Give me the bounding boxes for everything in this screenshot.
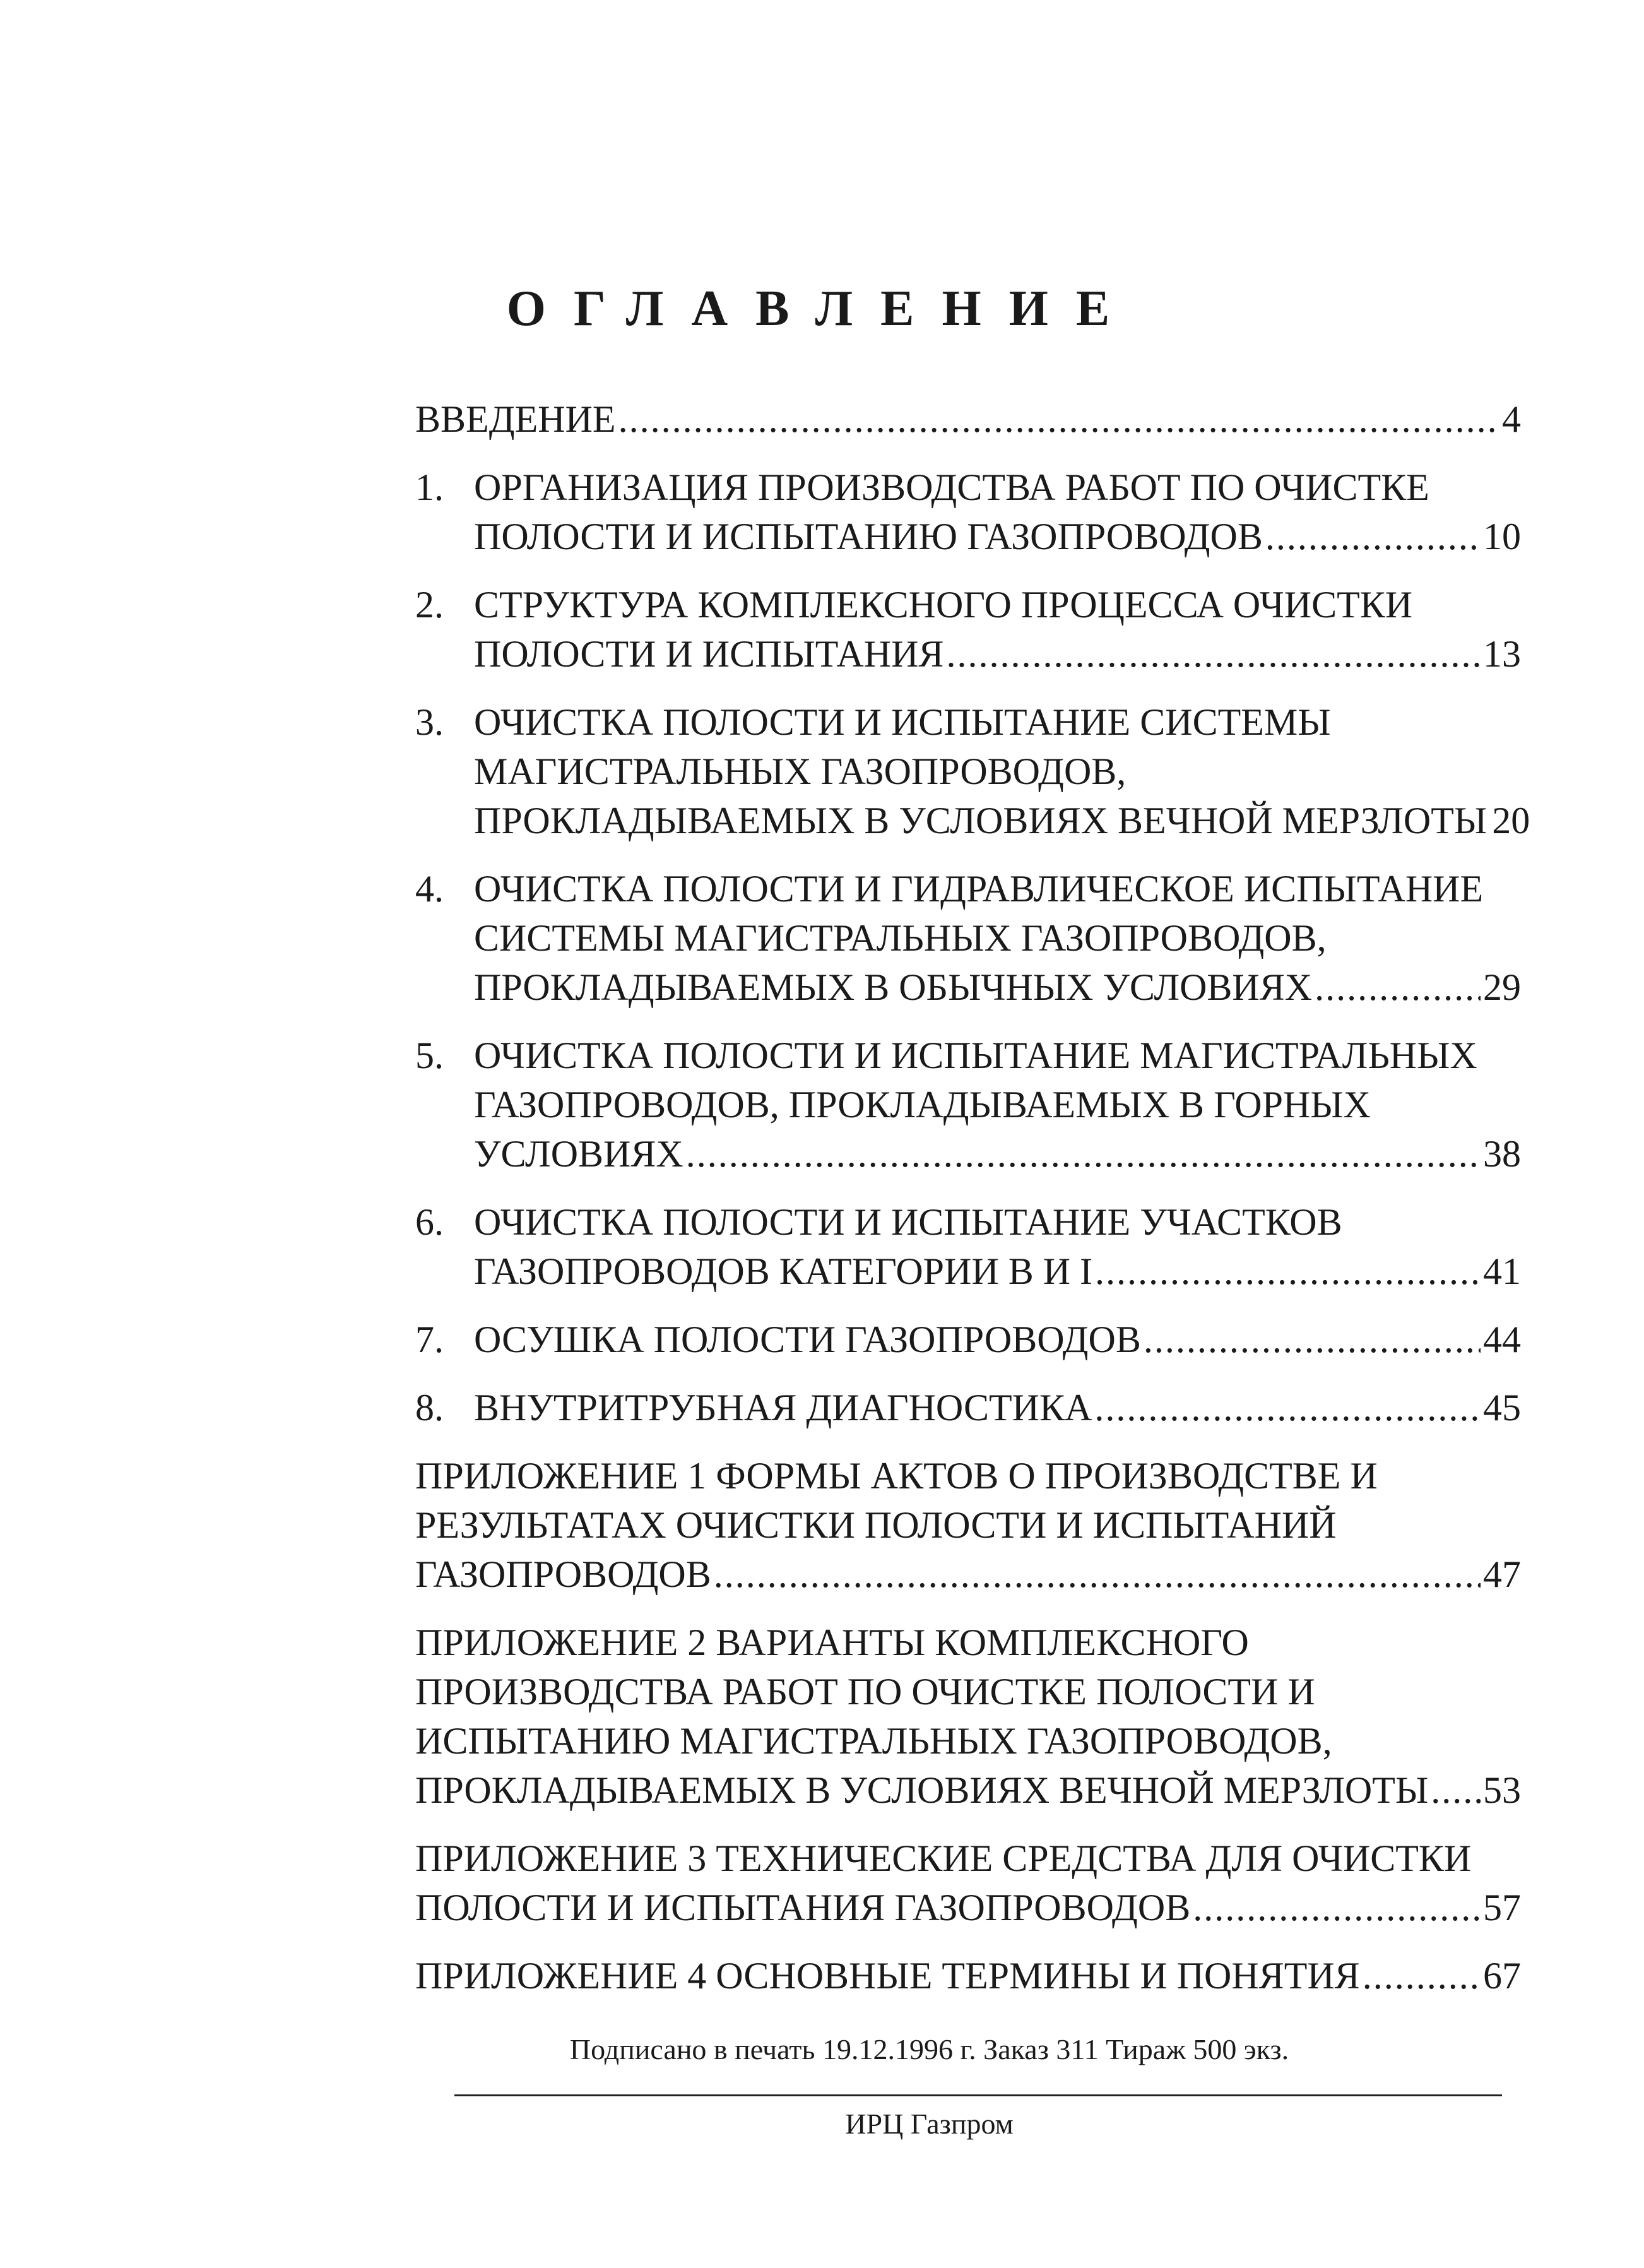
dot-leader [1095, 1247, 1481, 1296]
toc-entry-text: УСЛОВИЯХ [474, 1133, 683, 1175]
toc-entry [415, 698, 1530, 845]
toc-entry-text: ПРОКЛАДЫВАЕМЫХ В УСЛОВИЯХ ВЕЧНОЙ МЕРЗЛОТЫ [474, 800, 1487, 841]
toc-entry-text: ОСУШКА ПОЛОСТИ ГАЗОПРОВОДОВ [474, 1319, 1141, 1360]
toc-entry-text: ГАЗОПРОВОДОВ КАТЕГОРИИ В И I [474, 1250, 1093, 1292]
toc-page-number: 57 [1483, 1887, 1521, 1928]
toc-page-number: 44 [1483, 1319, 1521, 1360]
toc-page-number: 20 [1492, 800, 1530, 841]
dot-leader [686, 1129, 1481, 1179]
toc-entry [415, 1197, 1521, 1296]
toc-entry-text: ПОЛОСТИ И ИСПЫТАНИЮ ГАЗОПРОВОДОВ [474, 516, 1263, 557]
toc-entry-text: ОЧИСТКА ПОЛОСТИ И ИСПЫТАНИЕ СИСТЕМЫ [474, 701, 1331, 743]
toc-entry [415, 395, 1521, 444]
toc-entry-number: 4. [415, 868, 444, 910]
toc-entry-text: ПРИЛОЖЕНИЕ 1 ФОРМЫ АКТОВ О ПРОИЗВОДСТВЕ И [415, 1455, 1378, 1497]
toc-entry [415, 864, 1521, 1012]
toc-entry-number: 6. [415, 1201, 444, 1243]
dot-leader [618, 395, 1499, 444]
toc-entry-last-line [415, 1951, 1521, 2000]
toc-entry-text: ПРИЛОЖЕНИЕ 4 ОСНОВНЫЕ ТЕРМИНЫ И ПОНЯТИЯ [415, 1955, 1360, 1997]
toc-entry-text: ГАЗОПРОВОДОВ, ПРОКЛАДЫВАЕМЫХ В ГОРНЫХ [474, 1084, 1371, 1125]
footer-divider [454, 2094, 1502, 2096]
toc-entry-text: ГАЗОПРОВОДОВ [415, 1553, 711, 1595]
toc-entry-last-line [474, 629, 1521, 679]
toc-page-number: 4 [1502, 398, 1521, 440]
toc-entry-text: РЕЗУЛЬТАТАХ ОЧИСТКИ ПОЛОСТИ И ИСПЫТАНИЙ [415, 1504, 1337, 1546]
toc-entry-text: СИСТЕМЫ МАГИСТРАЛЬНЫХ ГАЗОПРОВОДОВ, [474, 917, 1327, 959]
toc-entry-text: ВВЕДЕНИЕ [415, 398, 616, 440]
toc-entry-last-line [474, 1383, 1521, 1432]
toc-entry [415, 1618, 1521, 1815]
toc-entry-text: ПРОКЛАДЫВАЕМЫХ В ОБЫЧНЫХ УСЛОВИЯХ [474, 966, 1313, 1008]
toc-page-number: 13 [1483, 633, 1521, 675]
toc-page-number: 41 [1483, 1250, 1521, 1292]
toc-entry [415, 1951, 1521, 2000]
toc-entry-text: ПРОИЗВОДСТВА РАБОТ ПО ОЧИСТКЕ ПОЛОСТИ И [415, 1671, 1315, 1713]
page-title: ОГЛАВЛЕНИЕ [506, 280, 1138, 336]
toc-entry-number: 1. [415, 466, 444, 508]
dot-leader [1265, 512, 1481, 561]
toc-entry-text: ИСПЫТАНИЮ МАГИСТРАЛЬНЫХ ГАЗОПРОВОДОВ, [415, 1720, 1332, 1762]
dot-leader [714, 1550, 1481, 1599]
dot-leader [1363, 1951, 1481, 2000]
toc-entry-last-line [474, 1247, 1521, 1296]
toc-entry-text: ОРГАНИЗАЦИЯ ПРОИЗВОДСТВА РАБОТ ПО ОЧИСТКЕ [474, 466, 1429, 508]
toc-entry-number: 3. [415, 701, 444, 743]
dot-leader [1315, 963, 1481, 1012]
toc-entry-last-line [415, 395, 1521, 444]
toc-entry-text: ПРИЛОЖЕНИЕ 2 ВАРИАНТЫ КОМПЛЕКСНОГО [415, 1622, 1249, 1663]
toc-entry-text: МАГИСТРАЛЬНЫХ ГАЗОПРОВОДОВ, [474, 751, 1127, 792]
toc-entry-number: 7. [415, 1319, 444, 1360]
toc-entry-number: 5. [415, 1035, 444, 1076]
toc-entry [415, 463, 1521, 561]
toc-page-number: 53 [1483, 1769, 1521, 1811]
dot-leader [1431, 1766, 1481, 1815]
toc-entry-last-line [474, 963, 1521, 1012]
toc-entry [415, 1031, 1521, 1179]
toc-page-number: 47 [1483, 1553, 1521, 1595]
toc-entry [415, 1383, 1521, 1432]
toc-page-number: 67 [1483, 1955, 1521, 1997]
toc-entry-last-line [474, 512, 1521, 561]
toc-entry-text: ПОЛОСТИ И ИСПЫТАНИЯ [474, 633, 944, 675]
toc-entry-last-line [474, 1315, 1521, 1364]
toc-entry-text: ПРОКЛАДЫВАЕМЫХ В УСЛОВИЯХ ВЕЧНОЙ МЕРЗЛОТЫ [415, 1769, 1429, 1811]
dot-leader [946, 629, 1481, 679]
dot-leader [1094, 1383, 1481, 1432]
toc-entry-text: ОЧИСТКА ПОЛОСТИ И ГИДРАВЛИЧЕСКОЕ ИСПЫТАНИЕ [474, 868, 1484, 910]
toc-entry-text: ПРИЛОЖЕНИЕ 3 ТЕХНИЧЕСКИЕ СРЕДСТВА ДЛЯ ОЧИСТКИ [415, 1838, 1472, 1879]
toc-entry-text: ПОЛОСТИ И ИСПЫТАНИЯ ГАЗОПРОВОДОВ [415, 1887, 1191, 1928]
toc-entry-last-line [415, 1550, 1521, 1599]
table-of-contents [415, 395, 1530, 2019]
dot-leader [1193, 1883, 1481, 1932]
print-info: Подписано в печать 19.12.1996 г. Заказ 311 Тираж 500 экз. [569, 2033, 1289, 2065]
toc-page-number: 38 [1483, 1133, 1521, 1175]
toc-entry [415, 1834, 1521, 1932]
toc-entry-text: СТРУКТУРА КОМПЛЕКСНОГО ПРОЦЕССА ОЧИСТКИ [474, 584, 1413, 626]
toc-entry-text: ОЧИСТКА ПОЛОСТИ И ИСПЫТАНИЕ УЧАСТКОВ [474, 1201, 1342, 1243]
toc-entry-text: ВНУТРИТРУБНАЯ ДИАГНОСТИКА [474, 1387, 1092, 1428]
publisher: ИРЦ Газпром [845, 2108, 1014, 2140]
toc-entry-number: 8. [415, 1387, 444, 1428]
toc-page-number: 45 [1483, 1387, 1521, 1428]
toc-entry [415, 1315, 1521, 1364]
toc-entry-last-line [474, 796, 1530, 845]
toc-entry-text: ОЧИСТКА ПОЛОСТИ И ИСПЫТАНИЕ МАГИСТРАЛЬНЫХ [474, 1035, 1477, 1076]
toc-entry [415, 1451, 1521, 1599]
toc-entry-last-line [415, 1766, 1521, 1815]
toc-page-number: 29 [1483, 966, 1521, 1008]
toc-entry-number: 2. [415, 584, 444, 626]
toc-page-number: 10 [1483, 516, 1521, 557]
dot-leader [1144, 1315, 1481, 1364]
toc-entry [415, 580, 1521, 679]
toc-entry-last-line [415, 1883, 1521, 1932]
toc-entry-last-line [474, 1129, 1521, 1179]
